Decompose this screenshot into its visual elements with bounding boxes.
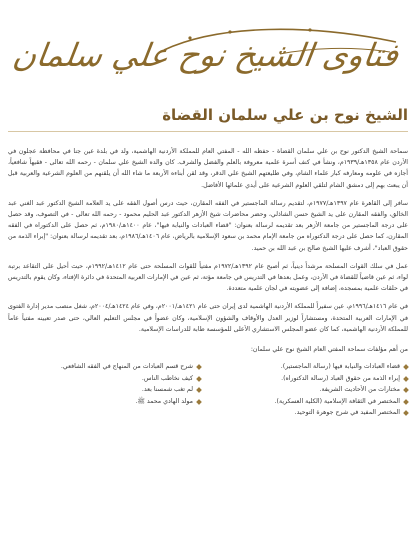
books-heading: من أهم مؤلفات سماحة المفتي العام الشيخ نوح علي سلمان: — [250, 346, 408, 354]
page-title: الشيخ نوح بن علي سلمان القضاة — [162, 106, 408, 124]
biography-paragraph-3: عمل في سلك القوات المسلحة مرشداً دينياً، ثم أصبح عام ١٣٩٢هـ/١٩٧٢م مفتياً للقوات المسلحة حتى عام ١٤١٢هـ/١٩٩٢م، حيث أحيل على التقاعد برتبة لواء، ثم عين قاضياً للقضاة في الأردن، وعمل بعدها في التدريس في جامعة مؤتة، ثم عين في الإمارات العربية المتحدة في دائرة الإفتاء، وكان يقوم بالتدريس في حلقات علمية بمسجده، إضافة إلى عضويته في لجان علمية متعددة. — [8, 262, 408, 293]
bullet-diamond-icon — [403, 376, 409, 382]
biography-paragraph-1: سماحة الشيخ الدكتور نوح بن علي سلمان القضاة - حفظه الله - المفتي العام للمملكة الأردنية الهاشمية، ولد في بلدة عين جنا في محافظة عجلون في الأردن عام ١٣٥٨هـ/١٩٣٩م، ونشأ في كنف أسرة علمية معروفة بالعلم والفضل والشرف. كان والده الشيخ علي سلمان - رحمه الله تعالى - فقيهاً شافعياً، أجازه في علومه ومعارفه كبار علماء الشام، وفي طليعتهم الشيخ علي الدقر، وقد لقن أبناءه الأربعة ما شاء الله أن يلقنهم من العلوم الشرعية والعربية قبل أن يبعث بهم إلى دمشق الشام لتلقي العلوم الشرعية على أيدي علمائها الأفاضل. — [8, 148, 408, 189]
book-item: شرح قسم العبادات من المنهاج في الفقه الشافعي. — [8, 361, 201, 373]
bullet-diamond-icon — [196, 364, 202, 370]
book-item: المختصر المفيد في شرح جوهرة التوحيد. — [215, 407, 408, 419]
bullet-diamond-icon — [196, 387, 202, 393]
bullet-diamond-icon — [196, 376, 202, 382]
book-item: مولد الهادي محمد ﷺ. — [8, 396, 201, 408]
book-item: قضاء العبادات والنيابة فيها (رسالة الماجستير). — [215, 361, 408, 373]
books-column-left — [8, 361, 201, 419]
bullet-diamond-icon — [403, 410, 409, 416]
bullet-diamond-icon — [403, 364, 409, 370]
biography-paragraph-4: في عام ١٤١٦هـ/١٩٩٦م، عين سفيراً للمملكة الأردنية الهاشمية لدى إيران حتى عام ١٤٢١هـ/٢٠٠١م، وفي عام ١٤٢٤هـ/٢٠٠٤م، شغل منصب مدير إدارة الفتوى في الإمارات العربية المتحدة، ومستشاراً لوزير العدل والأوقاف والشؤون الإسلامية، وكان عضواً في مجلس التعليم العالي، حتى صدر تعيينه مفتياً عاماً للمملكة الأردنية الهاشمية، كما كان عضو المجلس الاستشاري الأعلى للمؤسسة طابة للدراسات الإسلامية. — [8, 303, 408, 333]
bullet-diamond-icon — [403, 399, 409, 405]
bullet-diamond-icon — [196, 399, 202, 405]
book-item: لم تغب شمسنا بعد. — [8, 384, 201, 396]
biography-paragraph-2: سافر إلى القاهرة عام ١٣٩٧هـ/١٩٧٧م، لتقديم رسالة الماجستير في الفقه المقارن، حيث درس أصول الفقه على يد العلامة الشيخ الدكتور عبد الغني عبد الخالق، والفقه المقارن على يد الشيخ حسن الشاذلي، وحضر محاضرات شيخ الأزهر الدكتور عبد الحليم محمود - رحمه الله تعالى - في التصوف، وقد حصل على درجة الماجستير من جامعة الأزهر بعد تقديمه لرسالة بعنوان: "قضاء العبادات والنيابة فيها"، عام ١٤٠٠هـ/١٩٨٠م، ثم حصل على الدكتوراه في الفقه المقارن، كما حصل على درجة الدكتوراه من جامعة الإمام محمد بن سعود الإسلامية بالرياض، عام ١٤٠٦هـ/١٩٨٦م، بعد تقديمه لرسالة بعنوان: "إبراء الذمة من حقوق العباد"، أشرف عليها الشيخ صالح بن عبد الله بن حميد. — [7, 199, 408, 252]
book-item: كيف نخاطب الناس. — [8, 373, 201, 385]
biography-content — [8, 146, 408, 532]
book-item: إبراء الذمة من حقوق العباد (رسالة الدكتوراه). — [215, 373, 408, 385]
logo-text: فتاوى الشيخ نوح علي سلمان — [10, 36, 401, 74]
book-item: المختصر في الثقافة الإسلامية (الكلية العسكرية). — [215, 396, 408, 408]
book-item: مختارات من الأحاديث الشريفة. — [215, 384, 408, 396]
page-header — [0, 0, 416, 100]
books-list — [8, 361, 408, 419]
title-divider — [8, 131, 408, 132]
books-column-right — [215, 361, 408, 419]
site-logo — [10, 14, 408, 96]
bullet-diamond-icon — [403, 387, 409, 393]
